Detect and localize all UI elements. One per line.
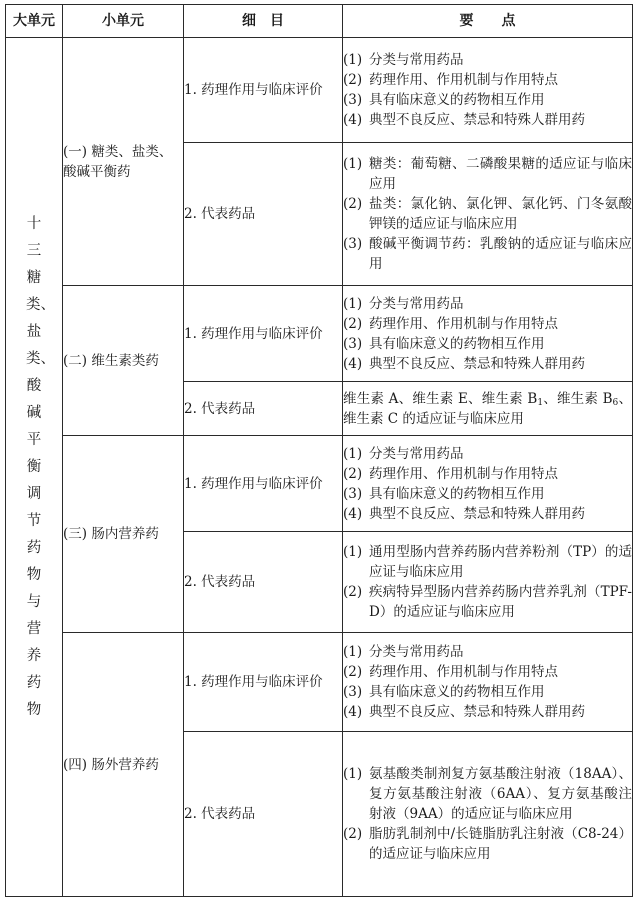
big-unit-label: 十三 糖类、盐类、酸碱平衡调节药物与营养药物	[26, 215, 56, 718]
point-item: (2) 脂肪乳制剂中/长链脂肪乳注射液（C8-24）的适应证与临床应用	[343, 826, 632, 862]
vitamin-list: 维生素 A、维生素 E、维生素 $B_1$、维生素 $B_6$、维生素 C 的适应证与临床应用	[343, 390, 632, 427]
points-cell	[343, 732, 633, 897]
point-item: (2) 药理作用、作用机制与作用特点	[343, 664, 558, 680]
point-item: (4) 典型不良反应、禁忌和特殊人群用药	[343, 704, 585, 720]
point-item: (1) 氨基酸类制剂复方氨基酸注射液（18AA）、复方氨基酸注射液（6AA）、复方氨基酸注射液（9AA）的适应证与临床应用	[343, 766, 632, 822]
point-item: (1) 分类与常用药品	[343, 52, 464, 68]
point-item: (3) 具有临床意义的药物相互作用	[343, 684, 545, 700]
points-cell	[343, 633, 633, 732]
header-detail: 细 目	[184, 5, 343, 38]
points-cell	[343, 143, 633, 286]
detail-cell: 1. 药理作用与临床评价	[184, 38, 343, 143]
detail-cell: 1. 药理作用与临床评价	[184, 436, 343, 532]
points-cell	[343, 436, 633, 532]
header-points: 要 点	[343, 5, 633, 38]
point-item: (2) 药理作用、作用机制与作用特点	[343, 465, 558, 482]
table-row	[6, 286, 633, 382]
points-cell	[343, 286, 633, 382]
point-item: (4) 典型不良反应、禁忌和特殊人群用药	[343, 505, 585, 522]
points-cell	[343, 38, 633, 143]
detail-cell: 2. 代表药品	[184, 382, 343, 436]
point-item: (1) 通用型肠内营养药肠内营养粉剂（TP）的适应证与临床应用	[343, 544, 632, 580]
table-row	[6, 633, 633, 732]
sub-unit-cell: (一) 糖类、盐类、酸碱平衡药	[63, 38, 184, 286]
point-item: (2) 盐类：氯化钠、氯化钾、氯化钙、门冬氨酸钾镁的适应证与临床应用	[343, 196, 632, 232]
point-item: (1) 分类与常用药品	[343, 644, 464, 660]
header-row	[6, 5, 633, 38]
point-item: (3) 具有临床意义的药物相互作用	[343, 485, 545, 502]
detail-cell: 1. 药理作用与临床评价	[184, 633, 343, 732]
sub-unit-cell: (三) 肠内营养药	[63, 436, 184, 633]
detail-cell: 2. 代表药品	[184, 732, 343, 897]
point-item: (4) 典型不良反应、禁忌和特殊人群用药	[343, 112, 585, 128]
table-row	[6, 436, 633, 532]
detail-cell: 2. 代表药品	[184, 143, 343, 286]
sub-unit-cell: (四) 肠外营养药	[63, 633, 184, 897]
point-item: (2) 药理作用、作用机制与作用特点	[343, 315, 558, 332]
table-row	[6, 38, 633, 143]
header-sub-unit: 小单元	[63, 5, 184, 38]
point-item: (3) 具有临床意义的药物相互作用	[343, 92, 545, 108]
header-big-unit: 大单元	[6, 5, 63, 38]
point-item: (1) 分类与常用药品	[343, 445, 464, 462]
point-item: (3) 具有临床意义的药物相互作用	[343, 335, 545, 352]
points-cell	[343, 382, 633, 436]
point-item: (2) 疾病特异型肠内营养药肠内营养乳剂（TPF-D）的适应证与临床应用	[343, 584, 632, 620]
sub-unit-cell: (二) 维生素类药	[63, 286, 184, 436]
point-item: (3) 酸碱平衡调节药：乳酸钠的适应证与临床应用	[343, 236, 632, 272]
point-item: (4) 典型不良反应、禁忌和特殊人群用药	[343, 355, 585, 372]
detail-cell: 1. 药理作用与临床评价	[184, 286, 343, 382]
syllabus-table	[5, 4, 633, 897]
points-cell	[343, 532, 633, 633]
point-item: (1) 分类与常用药品	[343, 295, 464, 312]
point-item: (1) 糖类：葡萄糖、二磷酸果糖的适应证与临床应用	[343, 156, 632, 192]
big-unit-cell	[6, 38, 63, 897]
point-item: (2) 药理作用、作用机制与作用特点	[343, 72, 558, 88]
detail-cell: 2. 代表药品	[184, 532, 343, 633]
